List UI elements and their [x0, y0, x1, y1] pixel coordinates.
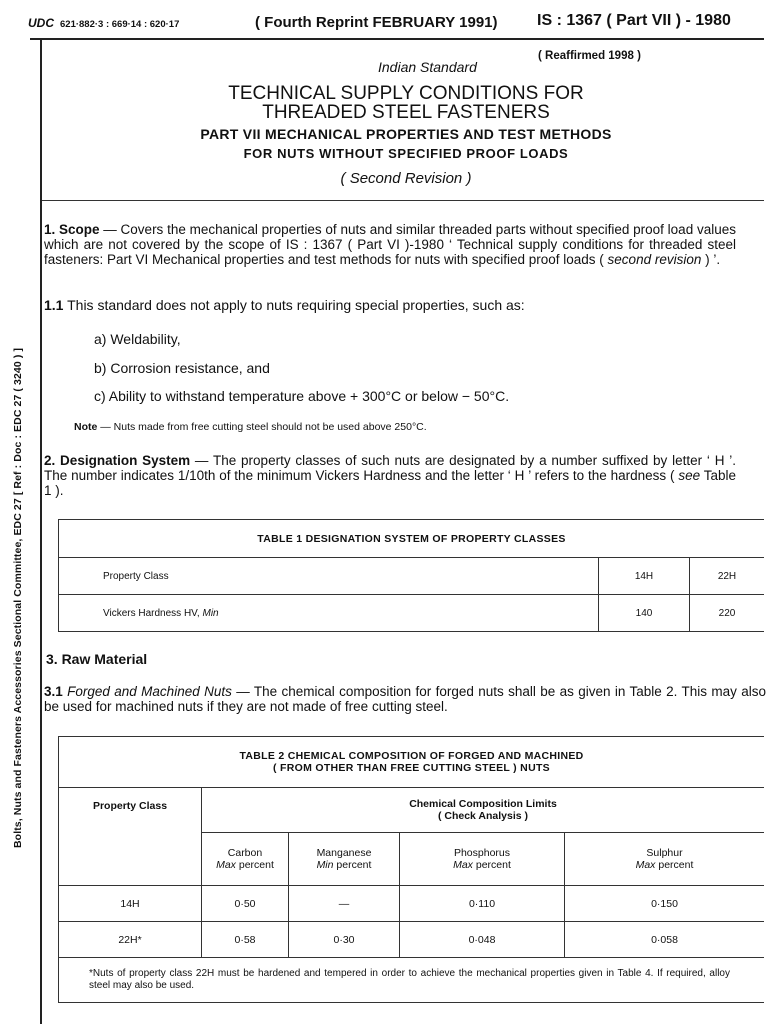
table-2: [58, 736, 764, 1003]
designation-heading: 2. Designation System: [44, 453, 191, 468]
list-item: b) Corrosion resistance, and: [94, 360, 270, 376]
table-2-footnote: *Nuts of property class 22H must be hardened and tempered in order to achieve the mechanical properties given in Table 4. If required, alloy steel may also be used.: [59, 958, 765, 1003]
title-line-5: ( Second Revision ): [340, 170, 472, 187]
scope-paragraph: 1. Scope — Covers the mechanical properties of nuts and similar threaded parts without specified proof load values which are not covered by the scope of IS : 1367 ( Part VI )-1980 ‘ Technical supply conditions for threaded steel fasteners: Part VI Mechanical properties and test methods for nuts with specified proof loads ( second revision ) ’.: [44, 222, 736, 267]
column-header: Chemical Composition Limits ( Check Analysis ): [202, 788, 765, 833]
designation-paragraph: 2. Designation System — The property classes of such nuts are designated by a number suffixed by letter ‘ H ’. The number indicates 1/10th of the minimum Vickers Hardness and the letter ‘ H ’ refers to the hardness ( see Table 1 ).: [44, 453, 736, 498]
list-item: a) Weldability,: [94, 331, 181, 347]
clause-3-1: 3.1 Forged and Machined Nuts — The chemical composition for forged nuts shall be as given in Table 2. This may also be used for machined nuts if they are not made of free cutting steel.: [44, 684, 766, 714]
udc-code: UDC 621·882·3 : 669·14 : 620·17: [28, 16, 180, 30]
title-line-3: PART VII MECHANICAL PROPERTIES AND TEST METHODS: [200, 126, 612, 142]
column-header: Manganese Min percent: [289, 833, 400, 886]
title-line-4: FOR NUTS WITHOUT SPECIFIED PROOF LOADS: [243, 146, 569, 161]
frame-left-rule: [40, 38, 42, 1024]
title-divider: [42, 200, 764, 201]
column-header: Property Class: [59, 788, 202, 886]
frame-top-rule: [30, 38, 764, 40]
table-row: Vickers Hardness HV, Min 140 220: [59, 595, 765, 632]
column-header: Phosphorus Max percent: [400, 833, 565, 886]
section-heading: 3. Raw Material: [46, 651, 148, 667]
note: Note — Nuts made from free cutting steel should not be used above 250°C.: [74, 421, 427, 433]
table-row: Property Class 14H 22H: [59, 558, 765, 595]
reprint-note: ( Fourth Reprint FEBRUARY 1991): [255, 14, 498, 31]
table-row: 14H 0·50 — 0·110 0·150: [59, 886, 765, 922]
title-kicker: Indian Standard: [378, 59, 477, 75]
list-item: c) Ability to withstand temperature above + 300°C or below − 50°C.: [94, 388, 510, 404]
reaffirmed-note: ( Reaffirmed 1998 ): [538, 50, 641, 62]
table-2-caption: TABLE 2 CHEMICAL COMPOSITION OF FORGED AND MACHINED ( FROM OTHER THAN FREE CUTTING STEEL ) NUTS: [59, 737, 765, 788]
table-1: [58, 519, 764, 632]
title-line-1: TECHNICAL SUPPLY CONDITIONS FOR: [228, 83, 584, 104]
title-line-2: THREADED STEEL FASTENERS: [262, 102, 550, 123]
clause-1-1: 1.1 This standard does not apply to nuts requiring special properties, such as:: [44, 297, 525, 313]
table-row: 22H* 0·58 0·30 0·048 0·058: [59, 922, 765, 958]
table-1-caption: TABLE 1 DESIGNATION SYSTEM OF PROPERTY CLASSES: [59, 520, 765, 558]
scope-heading: 1. Scope: [44, 222, 100, 237]
column-header: Carbon Max percent: [202, 833, 289, 886]
column-header: Sulphur Max percent: [565, 833, 765, 886]
standard-number: IS : 1367 ( Part VII ) - 1980: [537, 12, 731, 29]
side-committee-note: Bolts, Nuts and Fasteners Accessories Sectional Committee, EDC 27 [ Ref : Doc : EDC 27 ( 3240 ) ]: [12, 347, 24, 848]
